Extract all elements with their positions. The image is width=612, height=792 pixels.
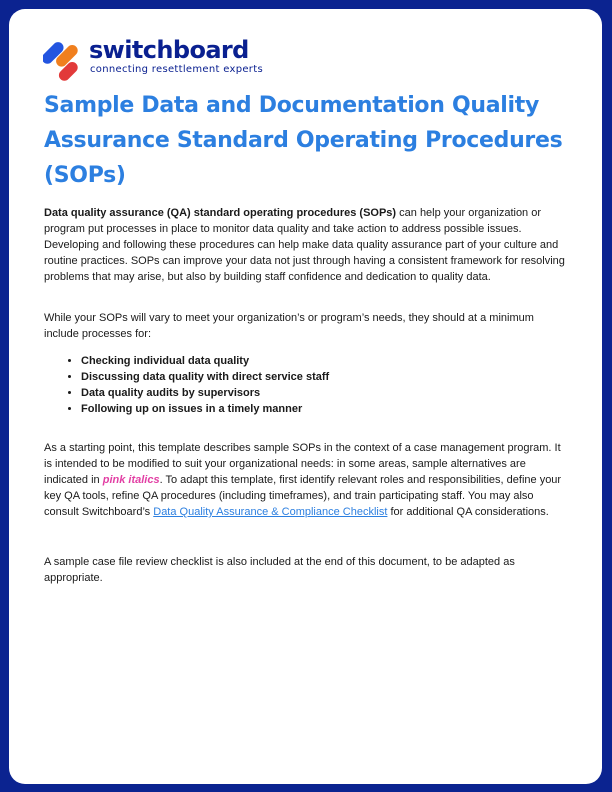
list-item: • Checking individual data quality [81,353,329,369]
list-item: • Discussing data quality with direct service staff [81,369,329,385]
intro-bold-lead: Data quality assurance (QA) standard operating procedures (SOPs) [44,207,397,219]
template-text-after: for additional QA considerations. [387,506,549,518]
minimum-intro-paragraph: While your SOPs will vary to meet your organization’s or program’s needs, they should at a minimum include processes for: [44,312,534,340]
switchboard-logo [43,36,263,82]
template-text-middle: . To adapt this template, first identify relevant roles and responsibilities, define your key QA tools, refine QA procedures (including timeframes), and train participating staff. You may also consult Switchboard’s [44,474,562,518]
document-page [9,9,602,784]
list-item: • Following up on issues in a timely manner [81,401,329,417]
template-paragraph [44,440,566,520]
document-title: Sample Data and Documentation Quality Assurance Standard Operating Procedures (SOPs) [44,93,563,188]
process-list [61,353,329,417]
list-item: • Data quality audits by supervisors [81,385,329,401]
brand-tagline: connecting resettlement experts [90,64,263,75]
pink-italics-sample: pink italics [102,474,160,486]
qa-checklist-link[interactable]: Data Quality Assurance & Compliance Checklist [153,506,388,518]
brand-name: switchboard [89,36,249,64]
intro-paragraph [44,205,566,285]
intro-rest: can help your organization or program put processes in place to monitor data quality and take action to address possible issues. Developing and following these procedures can help make data quality assurance part of your culture and routine practices. SOPs can improve your data not just through having a consistent framework for resolving problems that may arise, but also by building staff confidence and dedication to quality data. [44,207,565,283]
template-text-before: As a starting point, this template describes sample SOPs in the context of a case management program. It is intended to be modified to suit your organizational needs: in some areas, sample alternatives are indicated in [44,442,561,486]
switchboard-logo-icon [43,36,83,82]
closing-paragraph: A sample case file review checklist is also included at the end of this document, to be adapted as appropriate. [44,556,515,584]
